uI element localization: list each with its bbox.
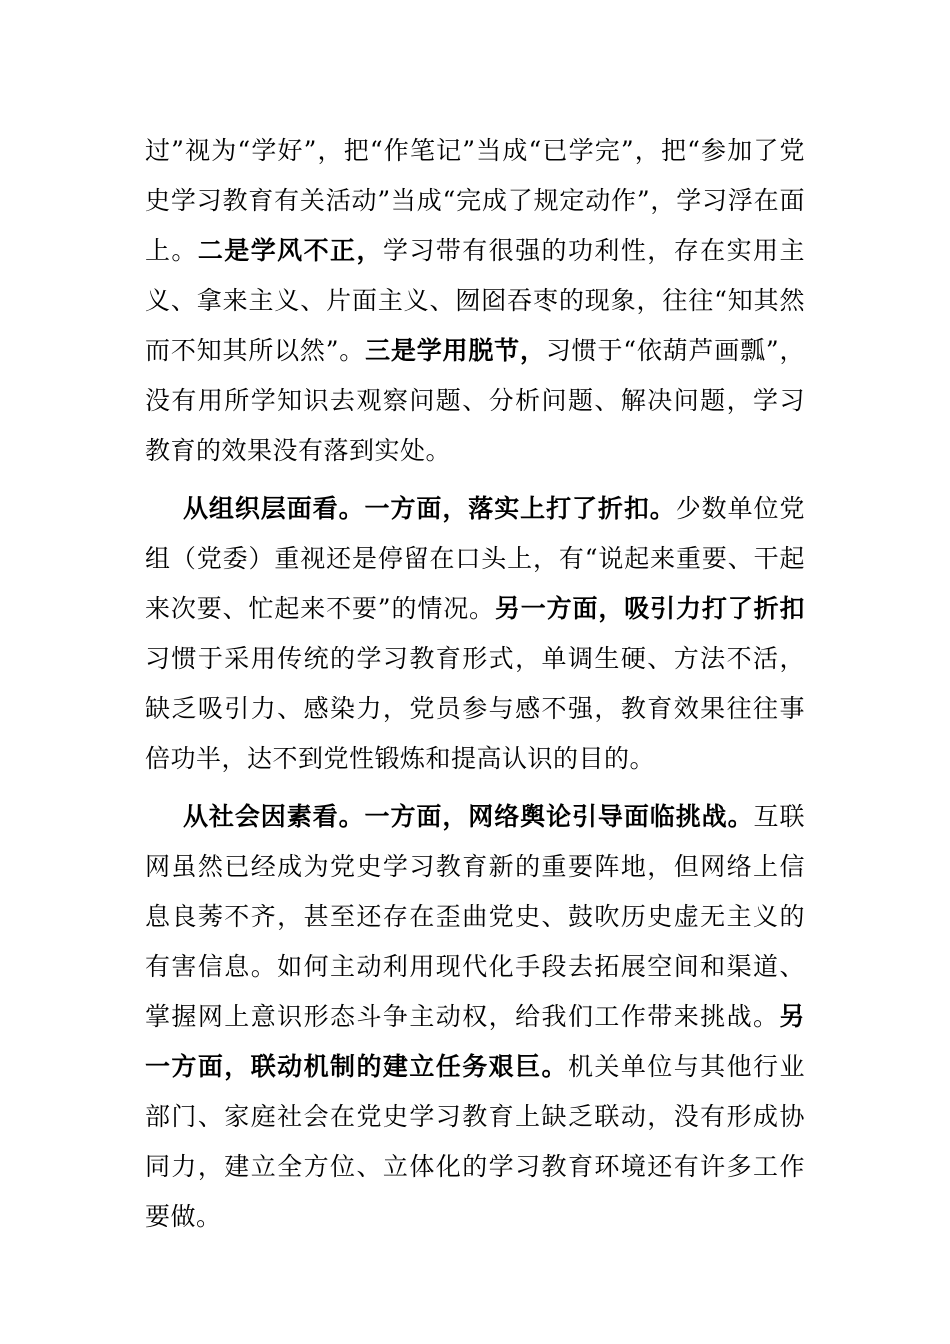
bold-heading-study-style: 二是学风不正， <box>197 236 383 265</box>
paragraph-social-factors <box>145 792 805 1242</box>
bold-heading-social: 从社会因素看。一方面，网络舆论引导面临挑战。 <box>183 802 754 831</box>
text-segment: 少数单位党组（党委）重视还是停留在口头上，有“说起来重要、干起来次要、忙起来不要”的情况。 <box>145 494 805 623</box>
text-segment: 习惯于“依葫芦画瓢”，没有用所学知识去观察问题、分析问题、解决问题，学习教育的效果没有落到实处。 <box>145 336 805 465</box>
text-segment: 互联网虽然已经成为党史学习教育新的重要阵地，但网络上信息良莠不齐，甚至还存在歪曲党史、鼓吹历史虚无主义的有害信息。如何主动利用现代化手段去拓展空间和渠道、掌握网上意识形态斗争主动权，给我们工作带来挑战。 <box>145 802 805 1031</box>
bold-heading-organization: 从组织层面看。一方面，落实上打了折扣。 <box>183 494 676 523</box>
text-segment: 习惯于采用传统的学习教育形式，单调生硬、方法不活，缺乏吸引力、感染力，党员参与感不强，教育效果往往事倍功半，达不到党性锻炼和提高认识的目的。 <box>145 644 805 773</box>
text-segment: 过”视为“学好”，把“作笔记”当成“已学完”，把“参加了党史学习教育有关活动”当成“完成了规定动作”，学习浮在面上。 <box>145 136 805 265</box>
paragraph-organization-level <box>145 484 805 784</box>
text-segment: 学习带有很强的功利性，存在实用主义、拿来主义、片面主义、囫囵吞枣的现象，往往“知其然而不知其所以然”。 <box>145 236 805 365</box>
text-segment: 机关单位与其他行业部门、家庭社会在党史学习教育上缺乏联动，没有形成协同力，建立全方位、立体化的学习教育环境还有许多工作要做。 <box>145 1052 805 1231</box>
bold-heading-attraction: 另一方面，吸引力打了折扣 <box>494 594 805 623</box>
bold-heading-study-practice: 三是学用脱节， <box>365 336 546 365</box>
bold-heading-linkage: 另一方面，联动机制的建立任务艰巨。 <box>145 1002 805 1081</box>
paragraph-study-problems <box>145 126 805 476</box>
document-body <box>145 126 805 1242</box>
